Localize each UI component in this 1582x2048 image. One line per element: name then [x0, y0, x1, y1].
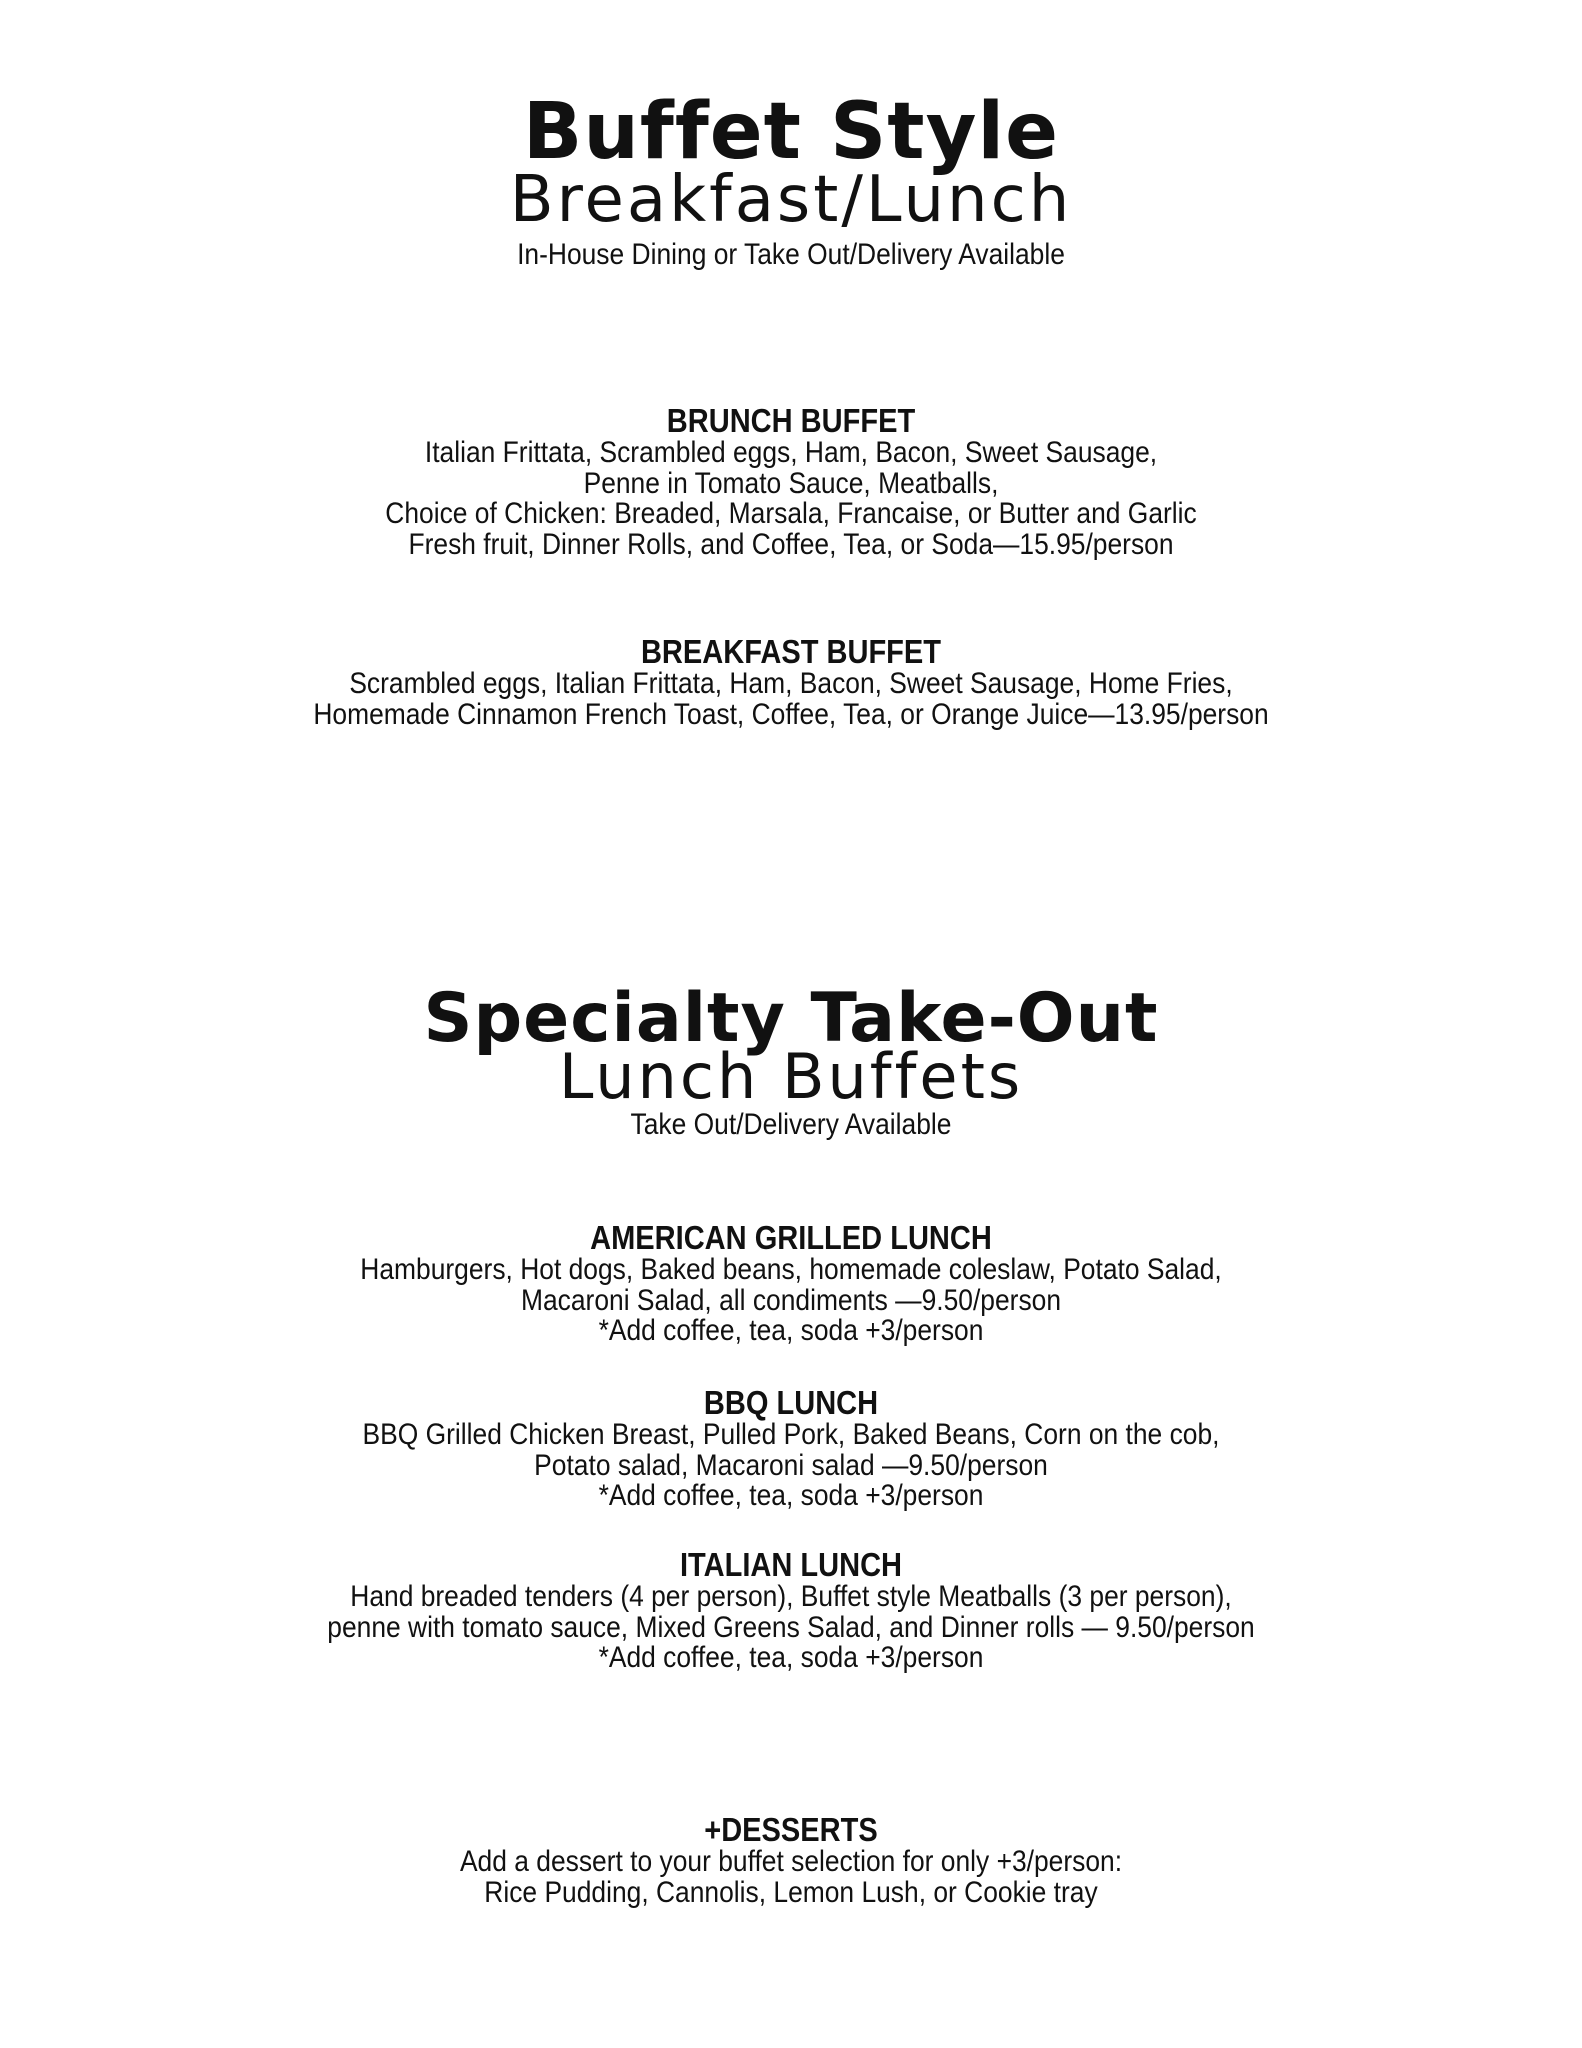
- section-note-dining-options: In-House Dining or Take Out/Delivery Available: [517, 238, 1065, 271]
- american-line: *Add coffee, tea, soda +3/person: [598, 1314, 984, 1347]
- bbq-lunch-heading: BBQ LUNCH: [703, 1384, 879, 1421]
- breakfast-line: Scrambled eggs, Italian Frittata, Ham, Bacon, Sweet Sausage, Home Fries,: [349, 667, 1233, 700]
- breakfast-line: Homemade Cinnamon French Toast, Coffee, Tea, or Orange Juice—13.95/person: [313, 697, 1269, 731]
- desserts-section: [0, 1813, 1582, 1908]
- brunch-line: Fresh fruit, Dinner Rolls, and Coffee, Tea, or Soda—15.95/person: [408, 527, 1174, 561]
- breakfast-buffet-section: [0, 635, 1582, 730]
- section-title-specialty-take-out: Specialty Take-Out: [423, 979, 1159, 1058]
- american-lunch-heading: AMERICAN GRILLED LUNCH: [590, 1219, 992, 1256]
- brunch-buffet-heading: BRUNCH BUFFET: [666, 402, 916, 439]
- desserts-line: Add a dessert to your buffet selection for only +3/person:: [459, 1845, 1123, 1878]
- american-lunch-section: [0, 1221, 1582, 1347]
- bbq-line: BBQ Grilled Chicken Breast, Pulled Pork, Baked Beans, Corn on the cob,: [362, 1418, 1220, 1451]
- brunch-line: Italian Frittata, Scrambled eggs, Ham, Bacon, Sweet Sausage,: [424, 436, 1158, 469]
- american-line: Hamburgers, Hot dogs, Baked beans, homemade coleslaw, Potato Salad,: [360, 1253, 1222, 1286]
- italian-lunch-heading: ITALIAN LUNCH: [679, 1546, 903, 1583]
- italian-lunch-section: [0, 1548, 1582, 1674]
- bbq-line: *Add coffee, tea, soda +3/person: [598, 1479, 984, 1512]
- section-title-buffet-style: Buffet Style: [522, 87, 1060, 177]
- breakfast-buffet-heading: BREAKFAST BUFFET: [640, 633, 942, 670]
- brunch-line: Choice of Chicken: Breaded, Marsala, Francaise, or Butter and Garlic: [385, 497, 1197, 530]
- italian-line: *Add coffee, tea, soda +3/person: [598, 1641, 984, 1674]
- italian-line: Hand breaded tenders (4 per person), Buffet style Meatballs (3 per person),: [350, 1580, 1232, 1613]
- bbq-line: Potato salad, Macaroni salad —9.50/person: [534, 1448, 1048, 1482]
- brunch-line: Penne in Tomato Sauce, Meatballs,: [583, 466, 999, 500]
- desserts-line: Rice Pudding, Cannolis, Lemon Lush, or Cookie tray: [484, 1875, 1098, 1909]
- section-note-take-out: Take Out/Delivery Available: [630, 1108, 952, 1141]
- italian-line: penne with tomato sauce, Mixed Greens Salad, and Dinner rolls — 9.50/person: [327, 1610, 1255, 1644]
- bbq-lunch-section: [0, 1386, 1582, 1512]
- section-subtitle-breakfast-lunch: Breakfast/Lunch: [509, 163, 1073, 237]
- desserts-heading: +DESSERTS: [704, 1811, 878, 1848]
- brunch-buffet-section: [0, 404, 1582, 560]
- american-line: Macaroni Salad, all condiments —9.50/person: [520, 1283, 1062, 1317]
- section-subtitle-lunch-buffets: Lunch Buffets: [558, 1040, 1024, 1113]
